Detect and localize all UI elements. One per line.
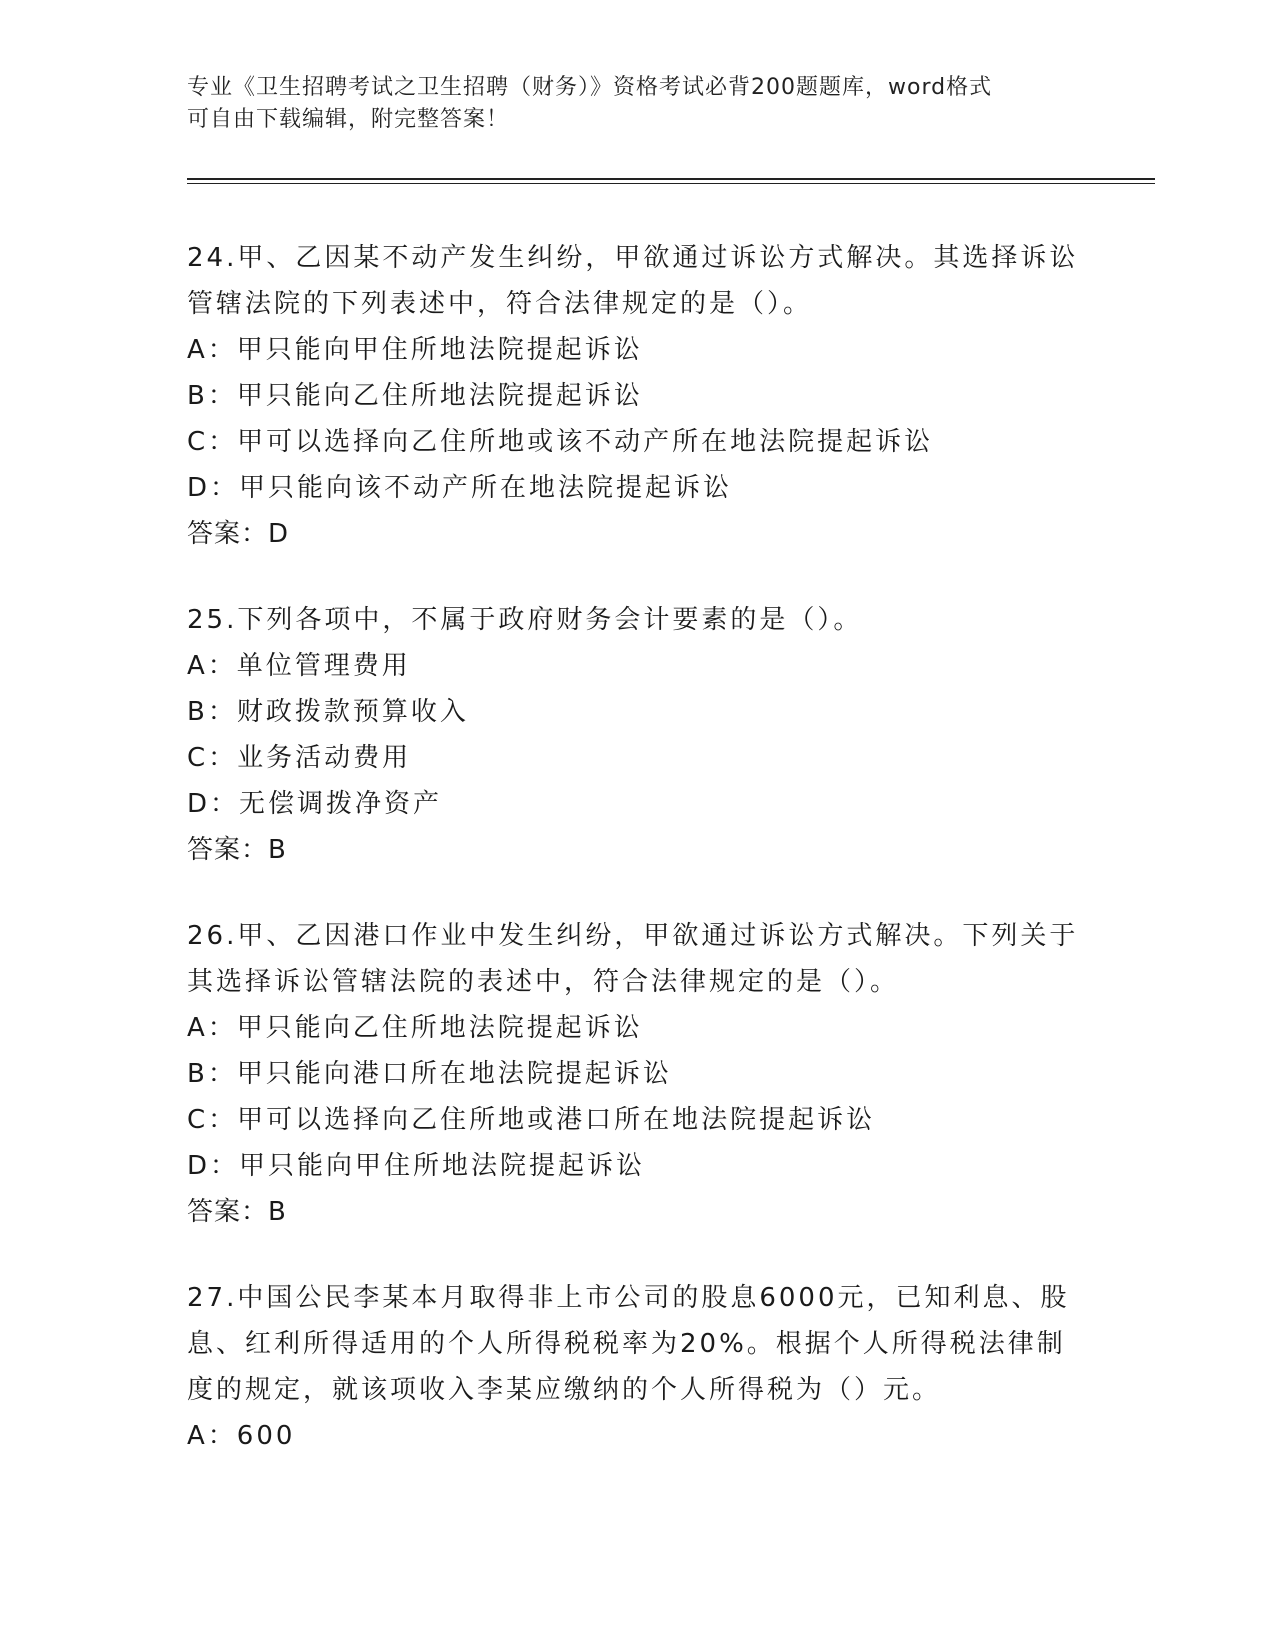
option-b: B：财政拨款预算收入 (187, 697, 469, 727)
option-d: D：无偿调拨净资产 (187, 789, 443, 819)
option-b: B：甲只能向港口所在地法院提起诉讼 (187, 1059, 672, 1089)
question-text: 24.甲、乙因某不动产发生纠纷，甲欲通过诉讼方式解决。其选择诉讼管辖法院的下列表述中，符合法律规定的是（）。 (187, 243, 1079, 319)
option-c: C：业务活动费用 (187, 743, 412, 773)
question-24 (187, 235, 1087, 557)
answer: 答案：B (187, 1197, 287, 1227)
option-a: A：单位管理费用 (187, 651, 411, 681)
option-a: A：600 (187, 1421, 296, 1451)
option-a: A：甲只能向乙住所地法院提起诉讼 (187, 1013, 643, 1043)
header-divider-thick (187, 178, 1155, 180)
question-text: 26.甲、乙因港口作业中发生纠纷，甲欲通过诉讼方式解决。下列关于其选择诉讼管辖法院的表述中，符合法律规定的是（）。 (187, 921, 1079, 997)
question-list (187, 235, 1087, 1499)
question-27 (187, 1275, 1087, 1459)
question-26 (187, 913, 1087, 1235)
header-divider-thin (187, 183, 1155, 184)
document-header (187, 72, 1067, 136)
question-text: 25.下列各项中，不属于政府财务会计要素的是（）。 (187, 605, 863, 635)
answer: 答案：D (187, 519, 290, 549)
question-text: 27.中国公民李某本月取得非上市公司的股息6000元，已知利息、股息、红利所得适用的个人所得税税率为20%。根据个人所得税法律制度的规定，就该项收入李某应缴纳的个人所得税为（）元。 (187, 1283, 1070, 1405)
option-c: C：甲可以选择向乙住所地或港口所在地法院提起诉讼 (187, 1105, 876, 1135)
option-d: D：甲只能向甲住所地法院提起诉讼 (187, 1151, 646, 1181)
option-d: D：甲只能向该不动产所在地法院提起诉讼 (187, 473, 733, 503)
answer: 答案：B (187, 835, 287, 865)
option-b: B：甲只能向乙住所地法院提起诉讼 (187, 381, 643, 411)
question-25 (187, 597, 1087, 873)
header-line-2: 可自由下载编辑，附完整答案！ (187, 107, 510, 132)
option-a: A：甲只能向甲住所地法院提起诉讼 (187, 335, 643, 365)
option-c: C：甲可以选择向乙住所地或该不动产所在地法院提起诉讼 (187, 427, 934, 457)
header-line-1: 专业《卫生招聘考试之卫生招聘（财务）》资格考试必背200题题库，word格式 (187, 75, 993, 100)
